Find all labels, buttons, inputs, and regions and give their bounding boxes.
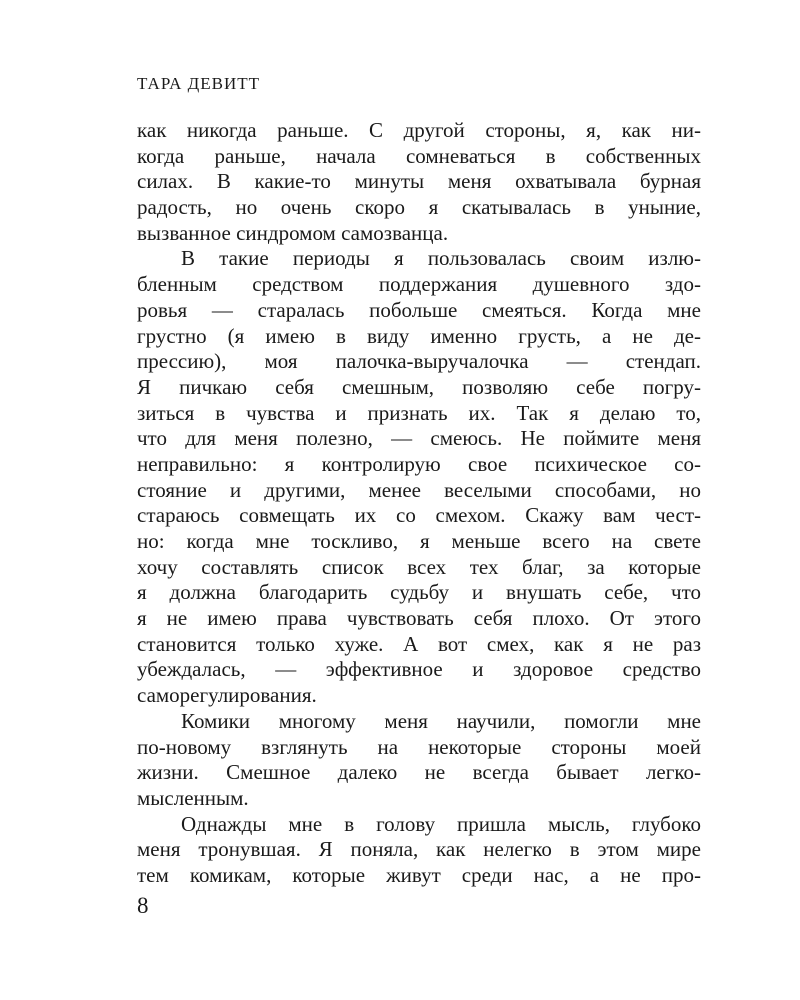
text-line: Комики многому меня научили, помогли мне (181, 708, 701, 733)
text-line: я должна благодарить судьбу и внушать себе, что (137, 580, 701, 605)
page-number: 8 (137, 893, 149, 918)
text-line: тем комикам, которые живут среди нас, а не про- (137, 862, 701, 887)
text-line: зиться в чувства и признать их. Так я делаю то, (137, 400, 701, 425)
text-line: мысленным. (137, 785, 249, 810)
text-line: бленным средством поддержания душевного здо- (137, 272, 701, 297)
text-line: ровья — старалась побольше смеяться. Когда мне (137, 297, 701, 322)
body-text (137, 118, 701, 889)
text-line: жизни. Смешное далеко не всегда бывает легко- (137, 760, 701, 785)
text-line: прессию), моя палочка-выручалочка — стендап. (137, 349, 701, 374)
text-line: я не имею права чувствовать себя плохо. От этого (137, 606, 701, 631)
text-line: неправильно: я контролирую свое психическое со- (137, 451, 701, 476)
text-line: но: когда мне тоскливо, я меньше всего на свете (137, 529, 701, 553)
text-line: Я пичкаю себя смешным, позволяю себе погру- (137, 374, 701, 399)
text-line: как никогда раньше. С другой стороны, я, как ни- (137, 118, 701, 142)
text-line: В такие периоды я пользовалась своим излю- (181, 246, 701, 271)
running-head-author: ТАРА ДЕВИТТ (137, 74, 260, 93)
text-line: стояние и другими, менее веселыми способами, но (137, 477, 701, 502)
text-line: грустно (я имею в виду именно грусть, а не де- (137, 323, 701, 348)
text-line: становится только хуже. А вот смех, как я не раз (137, 631, 701, 656)
text-line: стараюсь совмещать их со смехом. Скажу вам чест- (137, 503, 701, 528)
text-line: меня тронувшая. Я поняла, как нелегко в этом мире (137, 837, 701, 862)
text-line: силах. В какие-то минуты меня охватывала бурная (137, 169, 701, 194)
text-line: убеждалась, — эффективное и здоровое средство (137, 657, 701, 682)
text-line: Однажды мне в голову пришла мысль, глубоко (181, 811, 701, 836)
text-line: по-новому взглянуть на некоторые стороны моей (137, 734, 701, 759)
text-line: когда раньше, начала сомневаться в собственных (137, 143, 701, 168)
text-line: что для меня полезно, — смеюсь. Не поймите меня (137, 426, 701, 451)
text-line: хочу составлять список всех тех благ, за которые (137, 554, 701, 579)
text-line: радость, но очень скоро я скатывалась в уныние, (137, 195, 701, 220)
text-line: саморегулирования. (137, 683, 317, 708)
text-line: вызванное синдромом самозванца. (137, 220, 449, 245)
